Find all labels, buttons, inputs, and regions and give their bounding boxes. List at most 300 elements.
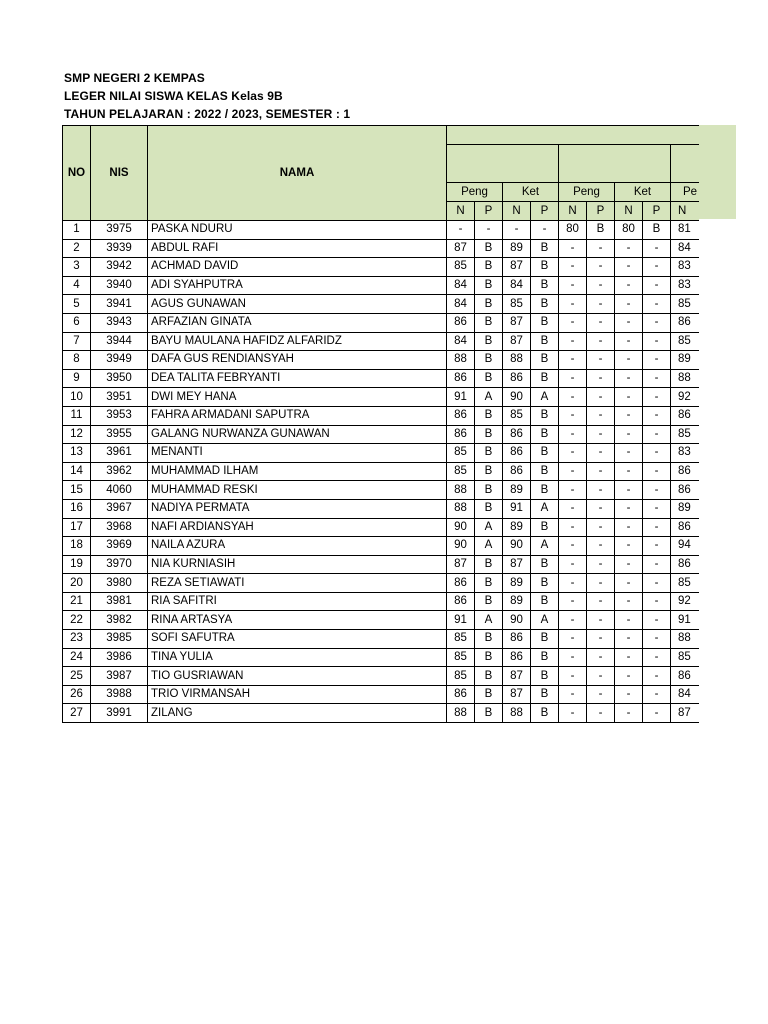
cell-score: - bbox=[615, 239, 643, 258]
cell-no: 18 bbox=[63, 537, 91, 556]
cell-score: - bbox=[531, 221, 559, 240]
cell-score: 89 bbox=[503, 481, 531, 500]
cell-score: - bbox=[587, 685, 615, 704]
cell-score: - bbox=[587, 462, 615, 481]
cell-no: 21 bbox=[63, 592, 91, 611]
cell-score: - bbox=[643, 425, 671, 444]
cell-score: - bbox=[559, 611, 587, 630]
cell-score: B bbox=[475, 555, 503, 574]
cell-score: B bbox=[587, 221, 615, 240]
cell-score: 86 bbox=[447, 592, 475, 611]
cell-no: 12 bbox=[63, 425, 91, 444]
cell-score: 88 bbox=[503, 704, 531, 723]
cell-score: A bbox=[531, 388, 559, 407]
cell-score: - bbox=[615, 351, 643, 370]
cell-score: 85 bbox=[671, 574, 699, 593]
cell-score: 85 bbox=[447, 630, 475, 649]
cell-score: 87 bbox=[503, 555, 531, 574]
cell-no: 24 bbox=[63, 648, 91, 667]
cell-score: - bbox=[615, 667, 643, 686]
cell-nama: FAHRA ARMADANI SAPUTRA bbox=[148, 406, 447, 425]
cell-nis: 3961 bbox=[91, 444, 148, 463]
table-row bbox=[63, 444, 699, 463]
cell-score: - bbox=[587, 537, 615, 556]
table-row bbox=[63, 388, 699, 407]
cell-score: - bbox=[559, 406, 587, 425]
cell-nama: TRIO VIRMANSAH bbox=[148, 685, 447, 704]
cell-score: - bbox=[643, 611, 671, 630]
cell-score: 85 bbox=[447, 667, 475, 686]
table-row bbox=[63, 499, 699, 518]
cell-score: 86 bbox=[503, 648, 531, 667]
cell-score: 86 bbox=[671, 313, 699, 332]
cell-score: B bbox=[475, 499, 503, 518]
cell-score: - bbox=[643, 444, 671, 463]
cell-score: - bbox=[559, 648, 587, 667]
cell-score: B bbox=[531, 667, 559, 686]
cell-nis: 3942 bbox=[91, 258, 148, 277]
report-header bbox=[64, 69, 350, 123]
cell-score: 88 bbox=[671, 630, 699, 649]
cell-score: - bbox=[587, 295, 615, 314]
cell-score: - bbox=[559, 239, 587, 258]
cell-score: 86 bbox=[671, 406, 699, 425]
cell-nis: 3980 bbox=[91, 574, 148, 593]
cell-no: 22 bbox=[63, 611, 91, 630]
cell-score: - bbox=[643, 332, 671, 351]
cell-score: 87 bbox=[503, 332, 531, 351]
cell-score: 87 bbox=[447, 239, 475, 258]
cell-score: - bbox=[615, 332, 643, 351]
cell-score: B bbox=[531, 313, 559, 332]
table-row bbox=[63, 592, 699, 611]
cell-nama: NIA KURNIASIH bbox=[148, 555, 447, 574]
cell-score: - bbox=[643, 406, 671, 425]
cell-score: 81 bbox=[671, 221, 699, 240]
cell-score: - bbox=[587, 499, 615, 518]
cell-score: - bbox=[587, 667, 615, 686]
cell-score: 88 bbox=[447, 499, 475, 518]
cell-no: 6 bbox=[63, 313, 91, 332]
cell-nama: DWI MEY HANA bbox=[148, 388, 447, 407]
cell-score: B bbox=[531, 518, 559, 537]
table-row bbox=[63, 351, 699, 370]
school-name: SMP NEGERI 2 KEMPAS bbox=[64, 71, 205, 85]
cell-score: - bbox=[559, 444, 587, 463]
cell-nis: 3943 bbox=[91, 313, 148, 332]
cell-score: 83 bbox=[671, 276, 699, 295]
cell-score: B bbox=[475, 369, 503, 388]
academic-year: TAHUN PELAJARAN : 2022 / 2023, SEMESTER : 1 bbox=[64, 107, 351, 121]
cell-score: - bbox=[643, 555, 671, 574]
cell-score: - bbox=[475, 221, 503, 240]
cell-nis: 3939 bbox=[91, 239, 148, 258]
cell-nama: MENANTI bbox=[148, 444, 447, 463]
cell-score: 88 bbox=[447, 351, 475, 370]
cell-score: - bbox=[643, 648, 671, 667]
subheader-p: P bbox=[587, 202, 615, 221]
cell-no: 8 bbox=[63, 351, 91, 370]
table-row bbox=[63, 574, 699, 593]
cell-score: - bbox=[587, 555, 615, 574]
cell-nama: ZILANG bbox=[148, 704, 447, 723]
cell-score: - bbox=[615, 462, 643, 481]
cell-nama: NAFI ARDIANSYAH bbox=[148, 518, 447, 537]
cell-nama: NAILA AZURA bbox=[148, 537, 447, 556]
cell-score: - bbox=[559, 555, 587, 574]
cell-nis: 3949 bbox=[91, 351, 148, 370]
cell-score: B bbox=[475, 258, 503, 277]
table-row bbox=[63, 406, 699, 425]
cell-score: 83 bbox=[671, 444, 699, 463]
table-row bbox=[63, 258, 699, 277]
cell-score: 85 bbox=[503, 406, 531, 425]
cell-score: 85 bbox=[447, 462, 475, 481]
cell-score: - bbox=[587, 630, 615, 649]
cell-score: 86 bbox=[447, 406, 475, 425]
cell-score: B bbox=[531, 481, 559, 500]
cell-nis: 3970 bbox=[91, 555, 148, 574]
subheader-n: N bbox=[671, 202, 699, 221]
cell-score: - bbox=[559, 667, 587, 686]
cell-score: 85 bbox=[671, 648, 699, 667]
cell-score: 85 bbox=[671, 295, 699, 314]
cell-nama: MUHAMMAD ILHAM bbox=[148, 462, 447, 481]
cell-score: A bbox=[475, 518, 503, 537]
cell-score: 86 bbox=[447, 425, 475, 444]
cell-score: - bbox=[559, 537, 587, 556]
cell-score: 89 bbox=[503, 574, 531, 593]
cell-score: B bbox=[475, 667, 503, 686]
table-row bbox=[63, 667, 699, 686]
cell-score: 84 bbox=[447, 276, 475, 295]
cell-score: - bbox=[643, 574, 671, 593]
cell-score: A bbox=[531, 499, 559, 518]
cell-score: 87 bbox=[503, 685, 531, 704]
cell-score: - bbox=[559, 462, 587, 481]
cell-score: 85 bbox=[671, 332, 699, 351]
cell-score: - bbox=[587, 369, 615, 388]
cell-score: - bbox=[615, 369, 643, 388]
cell-score: - bbox=[615, 537, 643, 556]
cell-nama: ACHMAD DAVID bbox=[148, 258, 447, 277]
cell-score: - bbox=[587, 518, 615, 537]
cell-nis: 3950 bbox=[91, 369, 148, 388]
cell-score: B bbox=[475, 313, 503, 332]
cell-nama: AGUS GUNAWAN bbox=[148, 295, 447, 314]
cell-score: - bbox=[559, 295, 587, 314]
cell-score: - bbox=[643, 258, 671, 277]
cell-score: - bbox=[559, 351, 587, 370]
cell-score: 86 bbox=[503, 369, 531, 388]
cell-score: - bbox=[615, 611, 643, 630]
cell-score: - bbox=[615, 481, 643, 500]
cell-score: 84 bbox=[503, 276, 531, 295]
cell-no: 15 bbox=[63, 481, 91, 500]
table-row bbox=[63, 295, 699, 314]
cell-score: - bbox=[643, 499, 671, 518]
cell-score: A bbox=[475, 537, 503, 556]
subheader-p: P bbox=[643, 202, 671, 221]
table-row bbox=[63, 685, 699, 704]
cell-nama: PASKA NDURU bbox=[148, 221, 447, 240]
subheader-p: P bbox=[531, 202, 559, 221]
cell-score: - bbox=[643, 481, 671, 500]
cell-score: 85 bbox=[447, 258, 475, 277]
cell-score: 90 bbox=[447, 537, 475, 556]
cell-score: 84 bbox=[447, 332, 475, 351]
cell-no: 17 bbox=[63, 518, 91, 537]
table-body bbox=[63, 221, 699, 723]
cell-score: B bbox=[475, 406, 503, 425]
cell-score: - bbox=[559, 369, 587, 388]
cell-score: - bbox=[587, 425, 615, 444]
cell-nama: TINA YULIA bbox=[148, 648, 447, 667]
subject-group-1 bbox=[447, 145, 559, 183]
cell-score: - bbox=[643, 704, 671, 723]
cell-score: - bbox=[559, 704, 587, 723]
cell-nis: 3944 bbox=[91, 332, 148, 351]
cell-score: - bbox=[559, 332, 587, 351]
cell-no: 26 bbox=[63, 685, 91, 704]
cell-score: A bbox=[475, 388, 503, 407]
table-row bbox=[63, 518, 699, 537]
cell-score: - bbox=[615, 444, 643, 463]
cell-score: - bbox=[643, 388, 671, 407]
cell-score: - bbox=[559, 276, 587, 295]
cell-score: - bbox=[587, 258, 615, 277]
cell-score: - bbox=[587, 444, 615, 463]
cell-nama: RINA ARTASYA bbox=[148, 611, 447, 630]
cell-no: 4 bbox=[63, 276, 91, 295]
cell-nis: 3955 bbox=[91, 425, 148, 444]
cell-no: 20 bbox=[63, 574, 91, 593]
cell-score: 85 bbox=[447, 444, 475, 463]
cell-no: 23 bbox=[63, 630, 91, 649]
cell-score: B bbox=[531, 351, 559, 370]
cell-score: 84 bbox=[671, 685, 699, 704]
cell-no: 3 bbox=[63, 258, 91, 277]
cell-score: - bbox=[643, 462, 671, 481]
cell-score: - bbox=[615, 313, 643, 332]
subheader-n: N bbox=[503, 202, 531, 221]
cell-score: B bbox=[475, 444, 503, 463]
cell-no: 7 bbox=[63, 332, 91, 351]
report-title: LEGER NILAI SISWA KELAS Kelas 9B bbox=[64, 89, 283, 103]
cell-no: 19 bbox=[63, 555, 91, 574]
cell-no: 16 bbox=[63, 499, 91, 518]
cell-score: B bbox=[531, 258, 559, 277]
cell-score: 87 bbox=[447, 555, 475, 574]
cell-score: - bbox=[615, 630, 643, 649]
cell-score: 85 bbox=[447, 648, 475, 667]
cell-score: - bbox=[615, 499, 643, 518]
cell-score: - bbox=[615, 518, 643, 537]
cell-score: 91 bbox=[447, 388, 475, 407]
cell-score: B bbox=[531, 406, 559, 425]
table-row bbox=[63, 239, 699, 258]
table-row bbox=[63, 481, 699, 500]
group-peng-3: Pe bbox=[671, 183, 699, 202]
cell-score: 89 bbox=[503, 518, 531, 537]
table-row bbox=[63, 704, 699, 723]
cell-score: 80 bbox=[559, 221, 587, 240]
cell-score: 87 bbox=[671, 704, 699, 723]
cell-score: - bbox=[503, 221, 531, 240]
cell-nis: 3985 bbox=[91, 630, 148, 649]
cell-no: 27 bbox=[63, 704, 91, 723]
table-row bbox=[63, 313, 699, 332]
cell-score: B bbox=[531, 444, 559, 463]
cell-score: A bbox=[531, 537, 559, 556]
cell-score: - bbox=[559, 388, 587, 407]
cell-score: - bbox=[615, 425, 643, 444]
cell-nis: 3953 bbox=[91, 406, 148, 425]
cell-nama: TIO GUSRIAWAN bbox=[148, 667, 447, 686]
cell-nis: 4060 bbox=[91, 481, 148, 500]
cell-score: - bbox=[643, 276, 671, 295]
subheader-n: N bbox=[559, 202, 587, 221]
grade-table bbox=[62, 125, 699, 723]
cell-nama: ABDUL RAFI bbox=[148, 239, 447, 258]
cell-score: B bbox=[531, 630, 559, 649]
cell-nama: SOFI SAFUTRA bbox=[148, 630, 447, 649]
cell-score: - bbox=[643, 369, 671, 388]
cell-score: 88 bbox=[671, 369, 699, 388]
cell-score: - bbox=[587, 592, 615, 611]
table-row bbox=[63, 425, 699, 444]
cell-score: - bbox=[643, 630, 671, 649]
cell-score: 86 bbox=[503, 425, 531, 444]
subject-group-3 bbox=[671, 145, 699, 183]
cell-score: - bbox=[587, 276, 615, 295]
cell-score: B bbox=[531, 685, 559, 704]
group-ket-2: Ket bbox=[615, 183, 671, 202]
cell-score: - bbox=[643, 667, 671, 686]
subheader-n: N bbox=[447, 202, 475, 221]
cell-score: B bbox=[475, 425, 503, 444]
cell-score: - bbox=[643, 351, 671, 370]
cell-score: B bbox=[475, 481, 503, 500]
cell-score: - bbox=[559, 425, 587, 444]
cell-score: B bbox=[475, 276, 503, 295]
cell-score: 80 bbox=[615, 221, 643, 240]
table-row bbox=[63, 611, 699, 630]
cell-score: - bbox=[587, 332, 615, 351]
cell-score: B bbox=[475, 332, 503, 351]
cell-score: B bbox=[531, 555, 559, 574]
cell-nis: 3986 bbox=[91, 648, 148, 667]
table-row bbox=[63, 332, 699, 351]
cell-score: 86 bbox=[671, 667, 699, 686]
cell-score: B bbox=[475, 592, 503, 611]
cell-score: B bbox=[475, 351, 503, 370]
table-header bbox=[63, 126, 699, 221]
cell-score: B bbox=[531, 704, 559, 723]
cell-score: B bbox=[531, 369, 559, 388]
subject-header-empty bbox=[447, 126, 699, 145]
cell-score: 85 bbox=[503, 295, 531, 314]
cell-nama: DAFA GUS RENDIANSYAH bbox=[148, 351, 447, 370]
cell-score: - bbox=[615, 406, 643, 425]
cell-score: - bbox=[559, 574, 587, 593]
subheader-p: P bbox=[475, 202, 503, 221]
cell-no: 11 bbox=[63, 406, 91, 425]
cell-no: 2 bbox=[63, 239, 91, 258]
cell-no: 25 bbox=[63, 667, 91, 686]
cell-score: - bbox=[615, 258, 643, 277]
cell-score: - bbox=[615, 388, 643, 407]
cell-score: 91 bbox=[503, 499, 531, 518]
cell-score: 91 bbox=[447, 611, 475, 630]
cell-score: - bbox=[643, 313, 671, 332]
cell-score: 84 bbox=[671, 239, 699, 258]
cell-score: B bbox=[531, 332, 559, 351]
cell-score: - bbox=[587, 406, 615, 425]
cell-score: 84 bbox=[447, 295, 475, 314]
group-ket-1: Ket bbox=[503, 183, 559, 202]
cell-score: 89 bbox=[503, 592, 531, 611]
cell-nama: MUHAMMAD RESKI bbox=[148, 481, 447, 500]
cell-score: B bbox=[531, 574, 559, 593]
cell-score: B bbox=[475, 295, 503, 314]
cell-no: 14 bbox=[63, 462, 91, 481]
cell-no: 1 bbox=[63, 221, 91, 240]
subject-group-2 bbox=[559, 145, 671, 183]
col-header-nis: NIS bbox=[91, 126, 148, 221]
cell-score: - bbox=[615, 276, 643, 295]
cell-score: 89 bbox=[503, 239, 531, 258]
cell-score: B bbox=[643, 221, 671, 240]
cell-score: 87 bbox=[503, 667, 531, 686]
cell-score: B bbox=[531, 239, 559, 258]
cell-score: 86 bbox=[671, 518, 699, 537]
cell-score: - bbox=[587, 481, 615, 500]
cell-score: 88 bbox=[503, 351, 531, 370]
cell-score: 88 bbox=[447, 481, 475, 500]
cell-score: - bbox=[587, 574, 615, 593]
cell-score: 94 bbox=[671, 537, 699, 556]
cell-score: 91 bbox=[671, 611, 699, 630]
cell-score: 86 bbox=[503, 444, 531, 463]
cell-score: - bbox=[587, 388, 615, 407]
cell-score: 86 bbox=[503, 462, 531, 481]
cell-score: 87 bbox=[503, 258, 531, 277]
cell-score: - bbox=[643, 239, 671, 258]
cell-score: - bbox=[643, 592, 671, 611]
cell-score: 90 bbox=[447, 518, 475, 537]
cell-score: 92 bbox=[671, 388, 699, 407]
group-peng-1: Peng bbox=[447, 183, 503, 202]
cell-score: - bbox=[587, 239, 615, 258]
cell-score: 83 bbox=[671, 258, 699, 277]
cell-score: - bbox=[615, 685, 643, 704]
cell-nis: 3969 bbox=[91, 537, 148, 556]
cell-nama: GALANG NURWANZA GUNAWAN bbox=[148, 425, 447, 444]
cell-nis: 3968 bbox=[91, 518, 148, 537]
cell-nis: 3962 bbox=[91, 462, 148, 481]
cell-score: - bbox=[559, 481, 587, 500]
cell-score: - bbox=[643, 295, 671, 314]
cell-score: - bbox=[643, 518, 671, 537]
cell-score: - bbox=[615, 592, 643, 611]
cell-nama: ADI SYAHPUTRA bbox=[148, 276, 447, 295]
cell-score: 90 bbox=[503, 388, 531, 407]
cell-score: - bbox=[615, 295, 643, 314]
cell-score: B bbox=[475, 574, 503, 593]
cell-score: 86 bbox=[671, 481, 699, 500]
cell-score: B bbox=[475, 648, 503, 667]
